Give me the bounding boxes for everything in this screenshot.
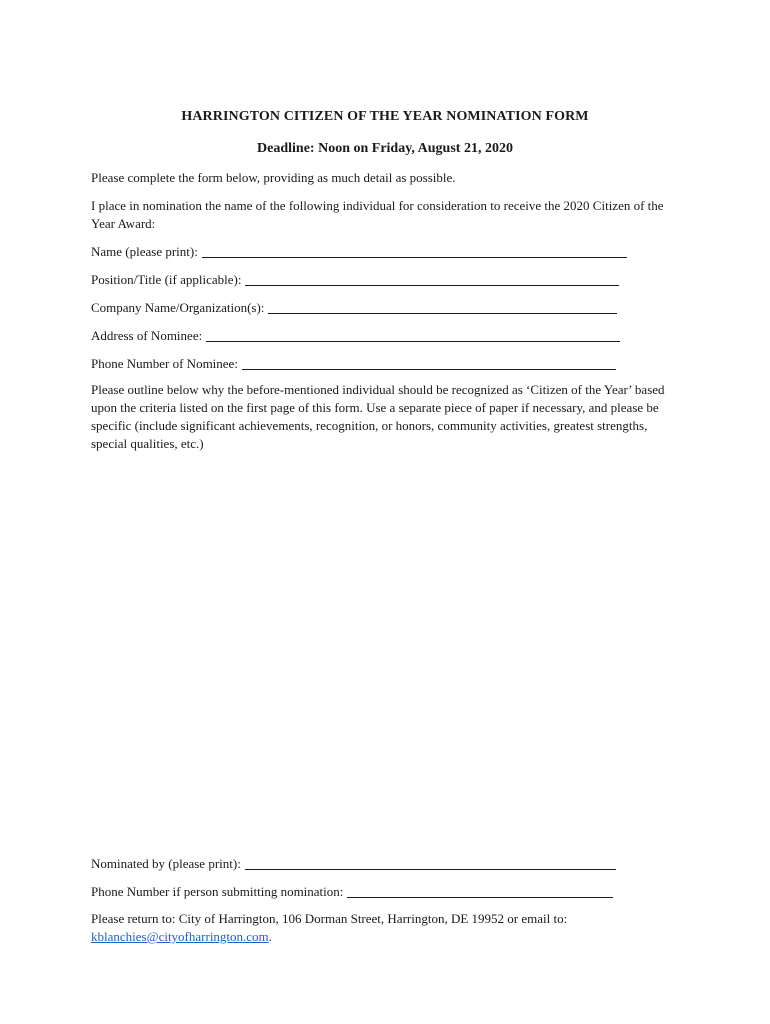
- nominated-by-field-row: [91, 852, 616, 872]
- intro-text: I place in nomination the name of the following individual for consideration to receive the 2020 Citizen of the Year Award:: [91, 198, 664, 231]
- instructions-text: Please complete the form below, providing as much detail as possible.: [91, 170, 456, 185]
- company-field-row: [91, 296, 617, 316]
- phone-field-row: [91, 352, 616, 372]
- nominated-by-label: Nominated by (please print):: [91, 856, 241, 871]
- nominator-phone-input-line[interactable]: [347, 883, 613, 898]
- address-label: Address of Nominee:: [91, 328, 203, 343]
- return-email-link[interactable]: kblanchies@cityofharrington.com: [91, 929, 269, 944]
- address-field-row: [91, 324, 620, 344]
- nominator-phone-label: Phone Number if person submitting nomination:: [91, 884, 344, 899]
- name-label: Name (please print):: [91, 244, 198, 259]
- deadline-text: Deadline: Noon on Friday, August 21, 2020: [257, 141, 513, 156]
- position-label: Position/Title (if applicable):: [91, 272, 242, 287]
- form-title: HARRINGTON CITIZEN OF THE YEAR NOMINATION FORM: [181, 109, 589, 124]
- return-end: .: [268, 929, 272, 944]
- phone-input-line[interactable]: [242, 355, 616, 370]
- nominated-by-input-line[interactable]: [245, 855, 616, 870]
- return-text: Please return to: City of Harrington, 106 Dorman Street, Harrington, DE 19952 or email to:: [91, 911, 568, 926]
- outline-text: Please outline below why the before-mentioned individual should be recognized as ‘Citizen of the Year’ based upon the criteria listed on the first page of this form. Use a separate piece of paper if necessary, and please be specific (include significant achievements, recognition, or honors, community activities, greatest strengths, special qualities, etc.): [91, 382, 665, 451]
- position-input-line[interactable]: [245, 271, 619, 286]
- company-input-line[interactable]: [268, 299, 617, 314]
- return-instructions: [91, 910, 681, 946]
- address-input-line[interactable]: [206, 327, 620, 342]
- phone-label: Phone Number of Nominee:: [91, 356, 238, 371]
- position-field-row: [91, 268, 619, 288]
- name-field-row: [91, 240, 627, 260]
- company-label: Company Name/Organization(s):: [91, 300, 265, 315]
- nominator-phone-field-row: [91, 880, 613, 900]
- name-input-line[interactable]: [202, 243, 627, 258]
